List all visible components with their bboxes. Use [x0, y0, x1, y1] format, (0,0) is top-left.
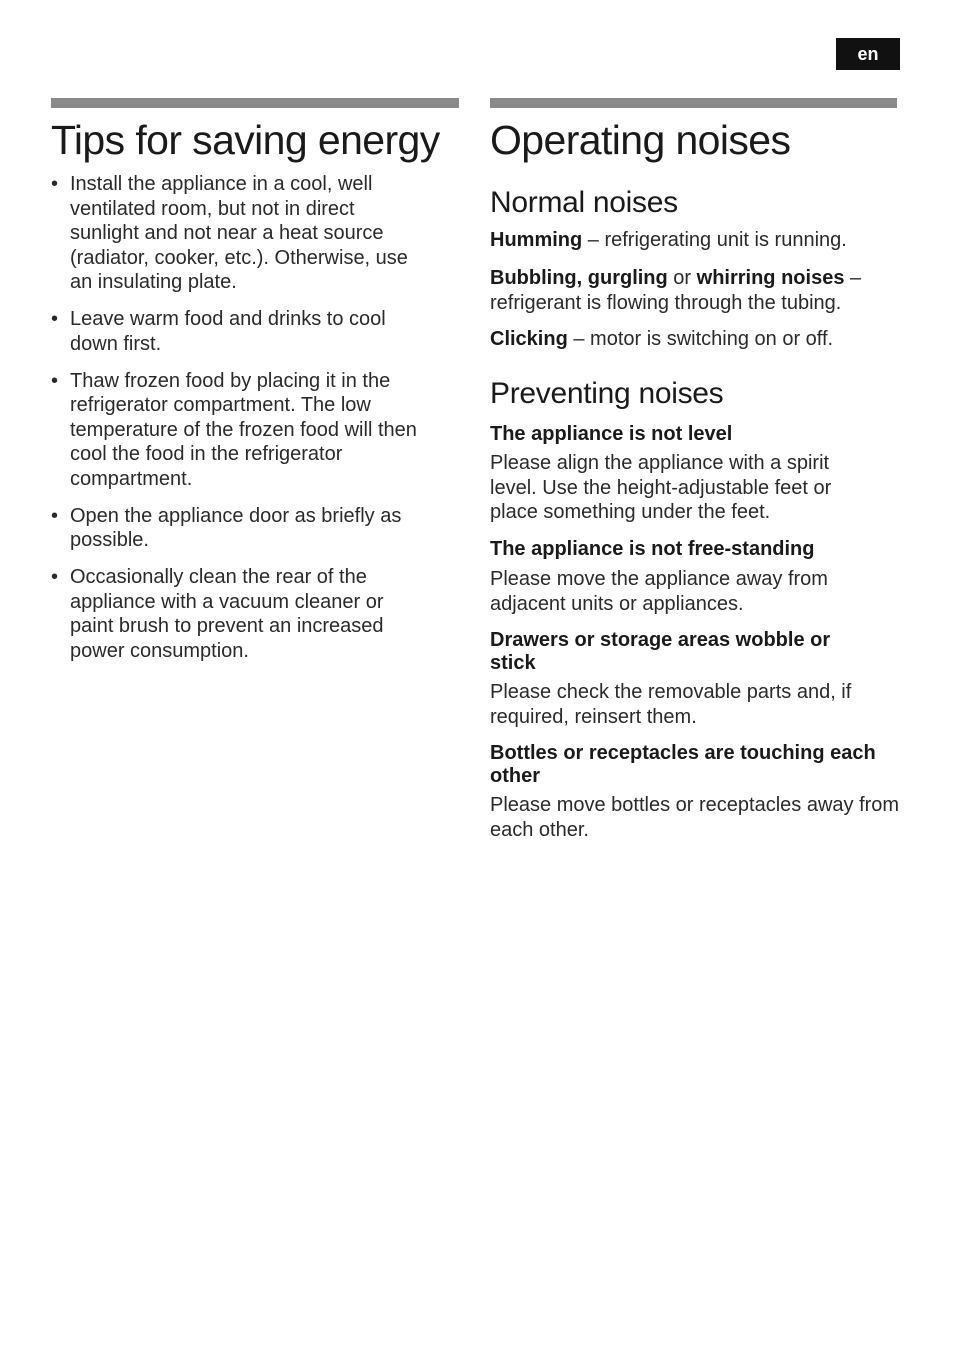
bubbling-term: Bubbling, gurgling [490, 267, 668, 289]
clicking-desc: – motor is switching on or off. [567, 328, 834, 350]
tips-title: Tips for saving energy [51, 117, 440, 163]
item-text: Please align the appliance with a spirit level. Use the height-adjustable feet or place something under the feet. [490, 452, 832, 523]
tip-text: Open the appliance door as briefly as possible. [70, 504, 402, 551]
humming-term: Humming [490, 229, 583, 251]
language-badge: en [836, 38, 900, 70]
item-text: Please check the removable parts and, if required, reinsert them. [490, 681, 852, 728]
bullet-icon: • [51, 173, 59, 195]
section-rule-left [51, 98, 459, 108]
preventing-noises-heading: Preventing noises [490, 377, 724, 410]
list-item [51, 369, 426, 492]
tips-list [51, 172, 426, 676]
tip-text: Install the appliance in a cool, well ventilated room, but not in direct sunlight and not near a heat source (radiator, cooker, etc.). Otherwise, use an insulating plate. [70, 173, 408, 293]
whirring-term: whirring noises [696, 267, 845, 289]
tip-text: Thaw frozen food by placing it in the refrigerator compartment. The low temperature of the frozen food will then cool the food in the refrigerator compartment. [70, 369, 417, 490]
bullet-icon: • [51, 369, 59, 392]
item-text: Please move bottles or receptacles away from each other. [490, 794, 900, 841]
clicking-paragraph [490, 327, 900, 352]
item-text: Please move the appliance away from adjacent units or appliances. [490, 568, 828, 615]
list-item [51, 565, 426, 663]
bullet-icon: • [51, 308, 59, 330]
bullet-icon: • [51, 566, 59, 588]
item-title: Drawers or storage areas wobble or stick [490, 629, 831, 674]
item-title: Bottles or receptacles are touching each other [490, 742, 876, 787]
noises-title: Operating noises [490, 117, 791, 163]
humming-desc: – refrigerating unit is running. [582, 229, 847, 251]
item-title: The appliance is not free-standing [490, 538, 815, 560]
tip-text: Occasionally clean the rear of the appliance with a vacuum cleaner or paint brush to prevent an increased power consumption. [70, 566, 384, 662]
list-item [51, 172, 426, 295]
bullet-icon: • [51, 504, 59, 527]
section-rule-right [490, 98, 897, 108]
list-item [51, 504, 426, 553]
item-title: The appliance is not level [490, 423, 733, 445]
tip-text: Leave warm food and drinks to cool down first. [70, 308, 386, 355]
humming-paragraph [490, 228, 900, 253]
or-word: or [667, 267, 697, 289]
bubbling-desc: – refrigerant is flowing through the tubing. [490, 267, 862, 314]
list-item [51, 307, 426, 356]
normal-noises-heading: Normal noises [490, 186, 678, 219]
bubbling-paragraph [490, 266, 900, 315]
clicking-term: Clicking [490, 328, 568, 350]
